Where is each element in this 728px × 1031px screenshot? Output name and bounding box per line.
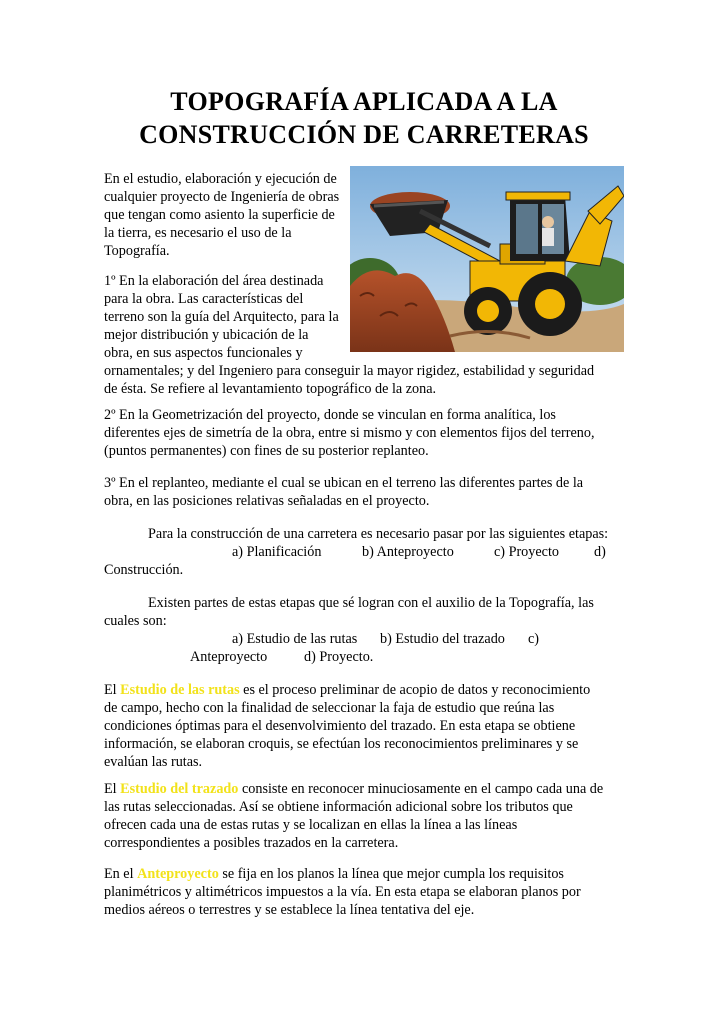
- part-b: b) Estudio del trazado: [380, 631, 505, 647]
- part-a: a) Estudio de las rutas: [232, 631, 358, 647]
- title-line-2: CONSTRUCCIÓN DE CARRETERAS: [139, 120, 589, 149]
- page-title: [104, 85, 624, 151]
- highlighted-term: Estudio del trazado: [120, 781, 239, 797]
- stage-d: d): [594, 544, 606, 560]
- text-line: de ésta. Se refiere al levantamiento topográfico de la zona.: [104, 381, 437, 397]
- highlighted-term: Estudio de las rutas: [120, 682, 240, 698]
- text-line: [104, 681, 628, 699]
- highlighted-term: Anteproyecto: [137, 866, 219, 882]
- part-c-label: Anteproyecto: [190, 649, 268, 665]
- text-line: cualquier proyecto de Ingeniería de obras: [104, 189, 340, 205]
- stage-c: c) Proyecto: [494, 544, 560, 560]
- stage-b: b) Anteproyecto: [362, 544, 454, 560]
- paragraph-6: [104, 681, 628, 771]
- stages-line: [104, 543, 628, 561]
- text-line: para la obra. Las características del: [104, 291, 304, 307]
- text-line: Para la construcción de una carretera es necesario pasar por las siguientes etapas:: [148, 526, 609, 542]
- text-fragment: es el proceso preliminar de acopio de datos y reconocimiento: [239, 682, 591, 698]
- text-line: 1º En la elaboración del área destinada: [104, 273, 324, 289]
- text-line: Construcción.: [104, 562, 184, 578]
- topography-stages-line: [104, 630, 628, 648]
- text-line: 2º En la Geometrización del proyecto, donde se vinculan en forma analítica, los: [104, 407, 556, 423]
- paragraph-4: [104, 525, 628, 579]
- text-line: En el estudio, elaboración y ejecución de: [104, 171, 337, 187]
- text-line: (puntos permanentes) con fines de su posterior replanteo.: [104, 443, 429, 459]
- part-d: d) Proyecto.: [304, 649, 374, 665]
- text-fragment: se fija en los planos la línea que mejor cumpla los requisitos: [218, 866, 564, 882]
- text-line: que tengan como asiento la superficie de: [104, 207, 335, 223]
- text-line: [104, 865, 628, 883]
- stage-a: a) Planificación: [232, 544, 322, 560]
- text-line: información, se elaboran croquis, se efectúan los reconocimientos preliminares y se: [104, 736, 579, 752]
- topography-stages-line-2: [104, 648, 628, 666]
- text-line: de campo, hecho con la finalidad de seleccionar la faja de estudio que reúna las: [104, 700, 555, 716]
- text-line: [104, 780, 628, 798]
- part-c: c): [528, 631, 540, 647]
- text-line: medios aéreos o terrestres y se establece la línea tentativa del eje.: [104, 902, 475, 918]
- paragraph-3: [104, 474, 628, 510]
- text-fragment: El: [104, 781, 121, 797]
- text-line: la tierra, es necesario el uso de la: [104, 225, 292, 241]
- text-line: planimétricos y altimétricos impuestos a la vía. En esta etapa se elaboran planos por: [104, 884, 581, 900]
- text-line: Topografía.: [104, 243, 170, 259]
- text-fragment: consiste en reconocer minuciosamente en el campo cada una de: [238, 781, 604, 797]
- text-line: evalúan las rutas.: [104, 754, 203, 770]
- text-line: ofrecen cada una de estas rutas y se localizan en ellas la línea a las líneas: [104, 817, 518, 833]
- text-line: ornamentales; y del Ingeniero para conseguir la mayor rigidez, estabilidad y seguridad: [104, 363, 595, 379]
- text-fragment: El: [104, 682, 121, 698]
- paragraph-5: [104, 594, 628, 666]
- text-line: obra, en sus aspectos funcionales y: [104, 345, 303, 361]
- text-fragment: En el: [104, 866, 138, 882]
- paragraph-7: [104, 780, 628, 852]
- text-line: obra, en las posiciones relativas señaladas en el proyecto.: [104, 493, 430, 509]
- title-line-1: TOPOGRAFÍA APLICADA A LA: [170, 87, 558, 116]
- text-line: condiciones óptimas para el desenvolvimiento del trazado. En esta etapa se obtiene: [104, 718, 576, 734]
- text-line: las rutas seleccionadas. Así se obtiene información adicional sobre los tributos que: [104, 799, 573, 815]
- text-line: correspondientes a posibles trazados en la carretera.: [104, 835, 399, 851]
- text-line: mejor distribución y ubicación de la: [104, 327, 309, 343]
- paragraph-8: [104, 865, 628, 919]
- paragraph-2: [104, 406, 628, 460]
- text-line: diferentes ejes de simetría de la obra, entre si mismo y con elementos fijos del terreno,: [104, 425, 595, 441]
- text-line: 3º En el replanteo, mediante el cual se ubican en el terreno las diferentes partes de la: [104, 475, 584, 491]
- intro-paragraph: [104, 170, 628, 260]
- text-line: terreno son la guía del Arquitecto, para la: [104, 309, 339, 325]
- paragraph-1: [104, 272, 628, 398]
- text-line: Existen partes de estas etapas que sé logran con el auxilio de la Topografía, las: [148, 595, 594, 611]
- text-line: cuales son:: [104, 613, 167, 629]
